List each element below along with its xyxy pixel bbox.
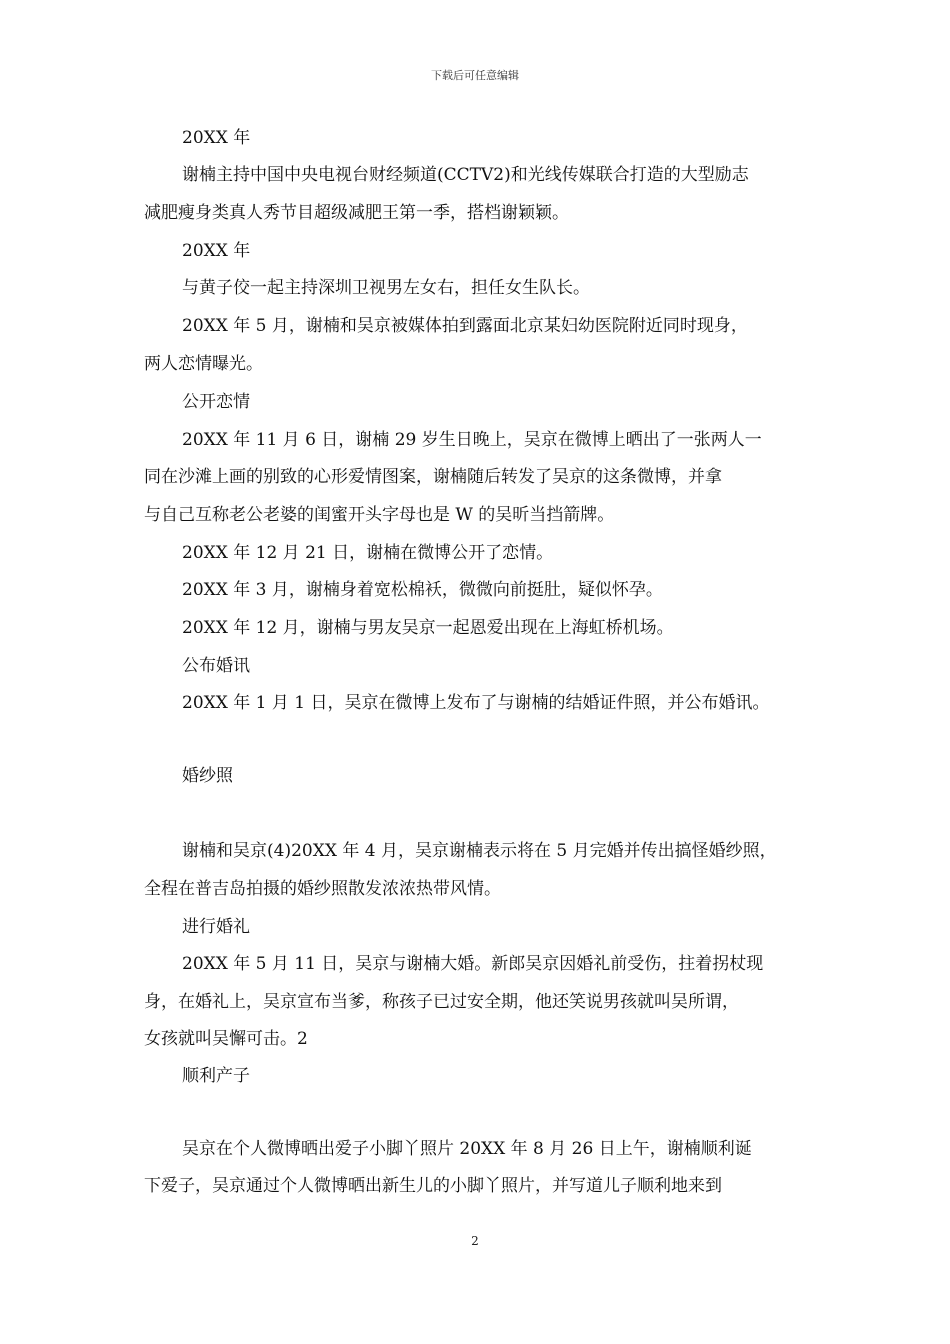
- paragraph-line: 20XX 年 5 月，谢楠和吴京被媒体拍到露面北京某妇幼医院附近同时现身，: [182, 316, 748, 336]
- paragraph-line: 谢楠主持中国中央电视台财经频道(CCTV2)和光线传媒联合打造的大型励志: [182, 165, 749, 185]
- paragraph-line: 20XX 年 12 月，谢楠与男友吴京一起恩爱出现在上海虹桥机场。: [182, 618, 674, 638]
- paragraph-line: 20XX 年 1 月 1 日，吴京在微博上发布了与谢楠的结婚证件照，并公布婚讯。: [182, 693, 770, 713]
- section-heading: 公开恋情: [182, 392, 250, 412]
- paragraph-line: 吴京在个人微博晒出爱子小脚丫照片 20XX 年 8 月 26 日上午，谢楠顺利诞: [182, 1139, 752, 1159]
- section-heading: 公布婚讯: [182, 656, 250, 676]
- paragraph-line: 20XX 年 5 月 11 日，吴京与谢楠大婚。新郎吴京因婚礼前受伤，拄着拐杖现: [182, 954, 764, 974]
- page-header: 下载后可任意编辑: [431, 69, 519, 82]
- paragraph-line: 20XX 年 11 月 6 日，谢楠 29 岁生日晚上，吴京在微博上晒出了一张两人一: [182, 430, 762, 450]
- paragraph-line: 减肥瘦身类真人秀节目超级减肥王第一季，搭档谢颖颖。: [144, 203, 569, 223]
- paragraph-line: 两人恋情曝光。: [144, 354, 263, 374]
- paragraph-line: 全程在普吉岛拍摄的婚纱照散发浓浓热带风情。: [144, 879, 501, 899]
- paragraph-line: 20XX 年 3 月，谢楠身着宽松棉袄，微微向前挺肚，疑似怀孕。: [182, 580, 663, 600]
- paragraph-line: 谢楠和吴京(4)20XX 年 4 月，吴京谢楠表示将在 5 月完婚并传出搞怪婚纱照，: [182, 841, 777, 861]
- year-heading: 20XX 年: [182, 128, 251, 148]
- paragraph-line: 20XX 年 12 月 21 日，谢楠在微博公开了恋情。: [182, 543, 554, 563]
- page-number: 2: [471, 1234, 479, 1248]
- year-heading: 20XX 年: [182, 241, 251, 261]
- paragraph-line: 下爱子，吴京通过个人微博晒出新生儿的小脚丫照片，并写道儿子顺利地来到: [144, 1176, 722, 1196]
- paragraph-line: 与自己互称老公老婆的闺蜜开头字母也是 W 的吴昕当挡箭牌。: [144, 505, 615, 525]
- paragraph-line: 与黄子佼一起主持深圳卫视男左女右，担任女生队长。: [182, 278, 590, 298]
- paragraph-line: 女孩就叫吴懈可击。2: [144, 1029, 308, 1049]
- section-heading: 顺利产子: [182, 1066, 250, 1086]
- section-heading: 进行婚礼: [182, 917, 250, 937]
- paragraph-line: 身，在婚礼上，吴京宣布当爹，称孩子已过安全期，他还笑说男孩就叫吴所谓，: [144, 992, 739, 1012]
- paragraph-line: 同在沙滩上画的别致的心形爱情图案，谢楠随后转发了吴京的这条微博，并拿: [144, 467, 722, 487]
- section-heading: 婚纱照: [182, 766, 233, 786]
